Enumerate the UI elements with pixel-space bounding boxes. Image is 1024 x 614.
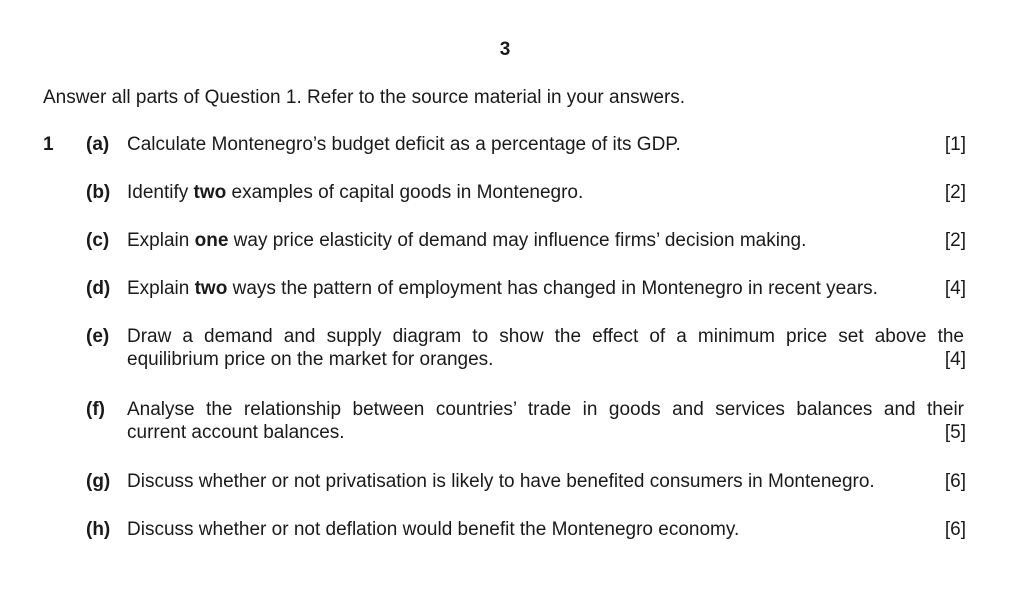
part-text: Explain two ways the pattern of employment has changed in Montenegro in recent years.: [127, 278, 878, 299]
part-text: Explain one way price elasticity of demand may influence firms’ decision making.: [127, 230, 807, 251]
part-label: (h): [86, 519, 111, 540]
page-number: 3: [499, 39, 511, 60]
part-label: (b): [86, 182, 111, 203]
part-text: Discuss whether or not privatisation is likely to have benefited consumers in Montenegro.: [127, 471, 875, 492]
marks-label: [6]: [944, 471, 966, 492]
marks-label: [6]: [944, 519, 966, 540]
marks-label: [5]: [944, 422, 966, 443]
emphasis-text: two: [194, 278, 228, 299]
marks-label: [2]: [944, 230, 966, 251]
part-text: Draw a demand and supply diagram to show the effect of a minimum price set above the equilibrium price on the market for oranges.: [127, 326, 964, 370]
marks-label: [2]: [944, 182, 966, 203]
part-text: Analyse the relationship between countries’ trade in goods and services balances and their current account balances.: [127, 399, 964, 443]
question-number: 1: [43, 134, 54, 155]
part-text: Calculate Montenegro’s budget deficit as a percentage of its GDP.: [127, 134, 681, 155]
part-label: (d): [86, 278, 111, 299]
part-label: (e): [86, 326, 110, 347]
part-text: Discuss whether or not deflation would benefit the Montenegro economy.: [127, 519, 740, 540]
marks-label: [4]: [944, 278, 966, 299]
part-text: Identify two examples of capital goods in Montenegro.: [127, 182, 584, 203]
part-label: (a): [86, 134, 110, 155]
part-label: (f): [86, 399, 105, 420]
marks-label: [4]: [944, 349, 966, 370]
emphasis-text: one: [194, 230, 229, 251]
instructions-text: Answer all parts of Question 1. Refer to the source material in your answers.: [43, 87, 686, 108]
part-label: (c): [86, 230, 110, 251]
marks-label: [1]: [944, 134, 966, 155]
emphasis-text: two: [193, 182, 227, 203]
part-label: (g): [86, 471, 111, 492]
